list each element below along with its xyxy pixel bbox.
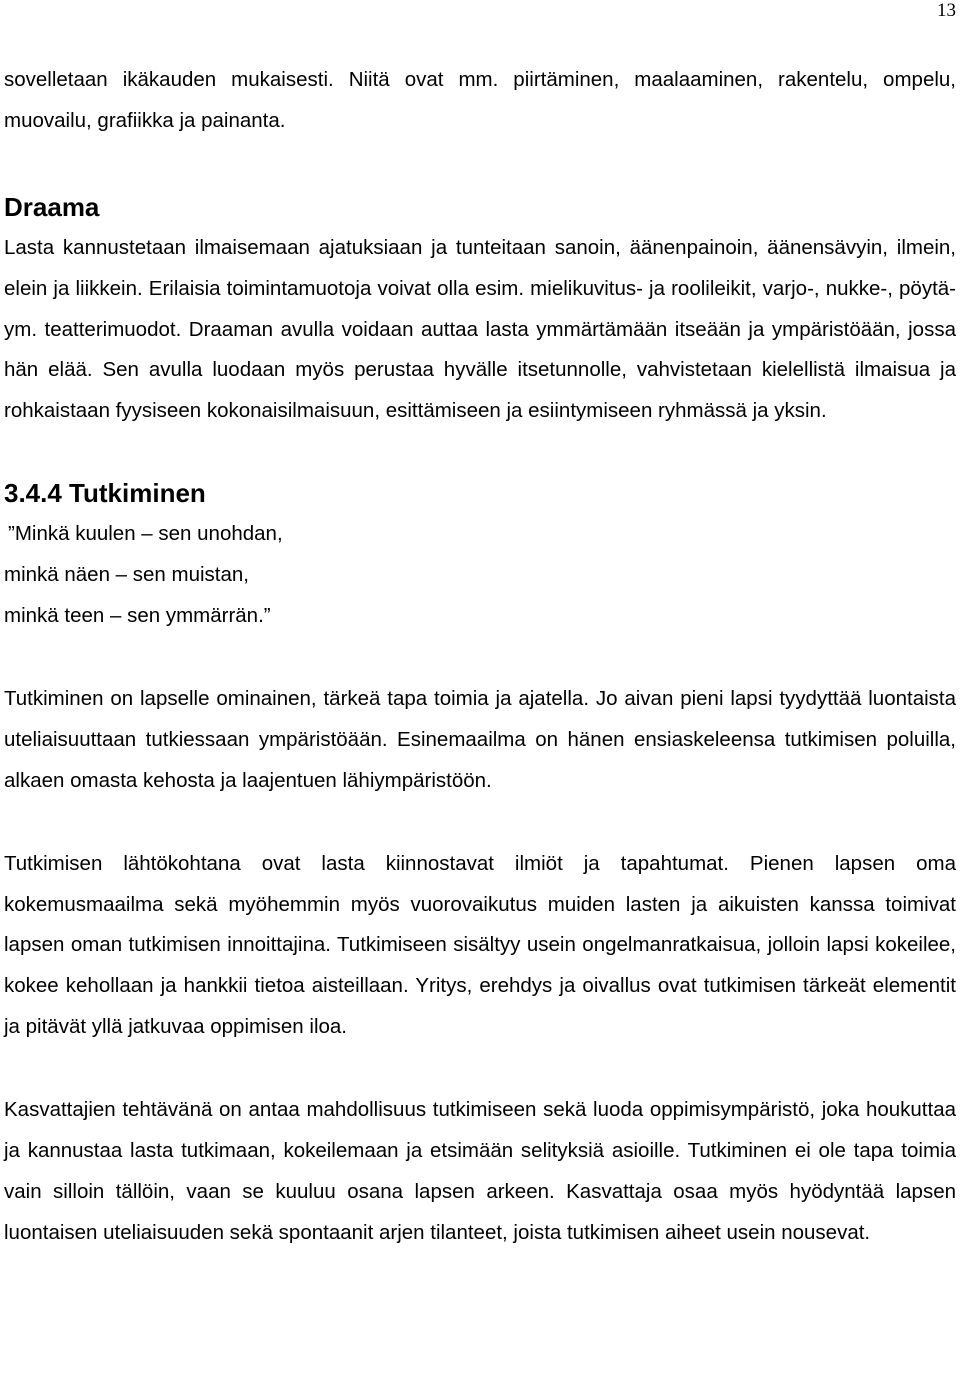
document-body <box>4 60 956 1254</box>
quote-block <box>4 514 956 637</box>
section-heading-tutkiminen: 3.4.4 Tutkiminen <box>4 478 206 509</box>
tutkiminen-paragraph-3: Kasvattajien tehtävänä on antaa mahdollisuus tutkimiseen sekä luoda oppimisympäristö, joka houkuttaa ja kannustaa lasta tutkimaan, kokeilemaan ja etsimään selityksiä asioille. Tutkiminen ei ole tapa toimia vain silloin tällöin, vaan se kuuluu osana lapsen arkeen. Kasvattaja osaa myös hyödyntää lapsen luontaisen uteliaisuuden sekä spontaanit arjen tilanteet, joista tutkimisen aiheet usein nousevat. <box>4 1098 956 1244</box>
tutkiminen-paragraph-1: Tutkiminen on lapselle ominainen, tärkeä tapa toimia ja ajatella. Jo aivan pieni lapsi tyydyttää luontaista uteliaisuuttaan tutkiessaan ympäristöään. Esinemaailma on hänen ensiaskeleensa tutkimisen poluilla, alkaen omasta kehosta ja laajentuen lähiympäristöön. <box>4 686 956 792</box>
section-heading-draama: Draama <box>4 191 100 222</box>
intro-paragraph: sovelletaan ikäkauden mukaisesti. Niitä ovat mm. piirtäminen, maalaaminen, rakentelu, ompelu, muovailu, grafiikka ja painanta. <box>4 68 956 132</box>
page-number: 13 <box>937 0 956 21</box>
draama-paragraph: Lasta kannustetaan ilmaisemaan ajatuksiaan ja tunteitaan sanoin, äänenpainoin, äänensävyin, ilmein, elein ja liikkein. Erilaisia toimintamuotoja voivat olla esim. mielikuvitus- ja roolileikit, varjo-, nukke-, pöytä- ym. teatterimuodot. Draaman avulla voidaan auttaa lasta ymmärtämään itseään ja ympäristöään, jossa hän elää. Sen avulla luodaan myös perustaa hyvälle itsetunnolle, vahvistetaan kielellistä ilmaisua ja rohkaistaan fyysiseen kokonaisilmaisuun, esittämiseen ja esiintymiseen ryhmässä ja yksin. <box>4 235 956 423</box>
tutkiminen-paragraph-2: Tutkimisen lähtökohtana ovat lasta kiinnostavat ilmiöt ja tapahtumat. Pienen lapsen oma kokemusmaailma sekä myöhemmin myös vuorovaikutus muiden lasten ja aikuisten kanssa toimivat lapsen oman tutkimisen innoittajina. Tutkimiseen sisältyy usein ongelmanratkaisua, jolloin lapsi kokeilee, kokee kehollaan ja hankkii tietoa aisteillaan. Yritys, erehdys ja oivallus ovat tutkimisen tärkeät elementit ja pitävät yllä jatkuvaa oppimisen iloa. <box>4 851 956 1039</box>
quote-line: minkä näen – sen muistan, <box>4 563 249 587</box>
quote-line: minkä teen – sen ymmärrän.” <box>4 603 271 627</box>
quote-line: ”Minkä kuulen – sen unohdan, <box>8 522 283 546</box>
